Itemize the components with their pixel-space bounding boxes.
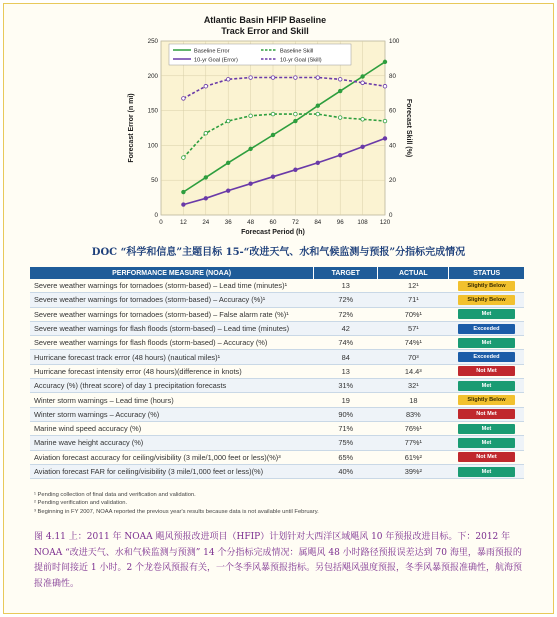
series-10-yr-goal-error-point — [204, 196, 208, 200]
target-cell: 84 — [314, 350, 378, 364]
header-status: STATUS — [449, 267, 524, 279]
status-badge: Not Met — [458, 409, 515, 419]
series-baseline-skill-point — [361, 118, 365, 122]
status-cell — [449, 293, 524, 307]
series-10-yr-goal-skill-point — [361, 81, 365, 85]
y-left-tick-label: 50 — [151, 177, 158, 185]
y-right-tick-label: 40 — [389, 142, 396, 150]
series-10-yr-goal-error-point — [383, 137, 387, 141]
series-baseline-error-point — [204, 176, 208, 180]
series-baseline-error-point — [383, 60, 387, 64]
measure-cell: Aviation forecast FAR for ceiling/visibility (3 mile/1,000 feet or less)(%) — [30, 464, 314, 478]
status-cell — [449, 421, 524, 435]
series-10-yr-goal-error-point — [361, 145, 365, 149]
measure-cell: Marine wind speed accuracy (%) — [30, 421, 314, 435]
table-header-row — [30, 267, 524, 279]
status-badge: Met — [458, 338, 515, 348]
table-row — [30, 364, 524, 378]
x-tick-label: 12 — [179, 219, 187, 226]
series-10-yr-goal-skill-point — [182, 97, 186, 101]
table-row — [30, 307, 524, 321]
series-baseline-error-point — [226, 161, 230, 165]
target-cell: 40% — [314, 464, 378, 478]
series-10-yr-goal-skill-point — [383, 84, 387, 88]
actual-cell: 76%¹ — [378, 421, 449, 435]
series-10-yr-goal-error-point — [271, 175, 275, 179]
status-cell — [449, 464, 524, 478]
measure-cell: Severe weather warnings for tornadoes (storm-based) – False alarm rate (%)¹ — [30, 307, 314, 321]
track-error-chart — [117, 10, 417, 238]
series-10-yr-goal-skill-point — [226, 77, 230, 81]
y-axis-right-label: Forecast Skill (%) — [405, 98, 412, 158]
series-10-yr-goal-skill-point — [249, 76, 253, 80]
x-axis-label: Forecast Period (h) — [241, 229, 305, 236]
series-baseline-error-point — [182, 190, 186, 194]
table-row — [30, 293, 524, 307]
target-cell: 72% — [314, 307, 378, 321]
measure-cell: Marine wave height accuracy (%) — [30, 436, 314, 450]
table-row — [30, 436, 524, 450]
series-baseline-skill-point — [316, 112, 320, 116]
y-left-tick-label: 150 — [147, 107, 158, 115]
actual-cell: 77%¹ — [378, 436, 449, 450]
series-10-yr-goal-error-point — [294, 168, 298, 172]
footnotes — [34, 491, 524, 516]
target-cell: 75% — [314, 436, 378, 450]
status-badge: Met — [458, 424, 515, 434]
target-cell: 72% — [314, 293, 378, 307]
header-actual: ACTUAL — [378, 267, 449, 279]
actual-cell: 70%¹ — [378, 307, 449, 321]
actual-cell: 70³ — [378, 350, 449, 364]
target-cell: 65% — [314, 450, 378, 464]
x-tick-label: 120 — [379, 219, 391, 226]
measure-cell: Winter storm warnings – Accuracy (%) — [30, 407, 314, 421]
status-cell — [449, 350, 524, 364]
series-10-yr-goal-error-point — [249, 182, 253, 186]
series-baseline-skill-point — [338, 116, 342, 120]
measure-cell: Severe weather warnings for tornadoes (storm-based) – Accuracy (%)¹ — [30, 293, 314, 307]
footnote-3: ³ Beginning in FY 2007, NOAA reported the previous year's results because data is not available until February. — [34, 508, 319, 515]
target-cell: 31% — [314, 379, 378, 393]
x-tick-label: 72 — [291, 219, 299, 226]
status-badge: Slightly Below — [458, 295, 515, 305]
status-badge: Not Met — [458, 452, 515, 462]
actual-cell: 71¹ — [378, 293, 449, 307]
y-right-tick-label: 0 — [389, 212, 393, 219]
target-cell: 74% — [314, 336, 378, 350]
status-cell — [449, 307, 524, 321]
x-tick-label: 108 — [357, 219, 368, 226]
legend-baseline-error-label: Baseline Error — [194, 48, 230, 55]
legend-goal-error-label: 10-yr Goal (Error) — [194, 57, 238, 64]
x-tick-label: 96 — [336, 219, 344, 226]
series-baseline-skill-point — [383, 119, 387, 123]
actual-cell: 74%¹ — [378, 336, 449, 350]
series-baseline-skill-point — [271, 112, 275, 116]
status-badge: Exceeded — [458, 352, 515, 362]
measure-cell: Severe weather warnings for flash floods (storm-based) – Accuracy (%) — [30, 336, 314, 350]
series-10-yr-goal-error-point — [226, 189, 230, 193]
series-10-yr-goal-error-point — [316, 161, 320, 165]
measure-cell: Hurricane forecast intensity error (48 hours)(difference in knots) — [30, 364, 314, 378]
legend-baseline-skill-label: Baseline Skill — [280, 48, 314, 55]
table-row — [30, 393, 524, 407]
series-baseline-skill-point — [226, 119, 230, 123]
status-cell — [449, 279, 524, 293]
performance-table — [30, 267, 524, 479]
status-cell — [449, 379, 524, 393]
series-10-yr-goal-skill-point — [271, 76, 275, 80]
target-cell: 71% — [314, 421, 378, 435]
table-row — [30, 350, 524, 364]
target-cell: 19 — [314, 393, 378, 407]
status-badge: Met — [458, 438, 515, 448]
y-left-tick-label: 0 — [154, 212, 158, 219]
y-right-tick-label: 60 — [389, 107, 396, 115]
y-axis-left-label: Forecast Error (n mi) — [128, 93, 135, 163]
status-cell — [449, 450, 524, 464]
actual-cell: 12¹ — [378, 279, 449, 293]
table-row — [30, 279, 524, 293]
status-cell — [449, 336, 524, 350]
status-cell — [449, 393, 524, 407]
series-10-yr-goal-skill-point — [294, 76, 298, 80]
status-badge: Met — [458, 381, 515, 391]
status-badge: Slightly Below — [458, 395, 515, 405]
status-badge: Slightly Below — [458, 281, 515, 291]
footnote-2: ² Pending verification and validation. — [34, 500, 128, 507]
x-tick-label: 48 — [247, 219, 255, 226]
header-target: TARGET — [314, 267, 378, 279]
y-left-tick-label: 200 — [147, 72, 158, 80]
measure-cell: Severe weather warnings for tornadoes (storm-based) – Lead time (minutes)¹ — [30, 279, 314, 293]
table-title: DOC “科学和信息”主题目标 15-“改进天气、水和气候监测与预报”分指标完成情况 — [91, 247, 466, 258]
actual-cell: 57¹ — [378, 321, 449, 335]
status-badge: Not Met — [458, 366, 515, 376]
series-10-yr-goal-error-point — [182, 203, 186, 207]
series-baseline-error-point — [294, 119, 298, 123]
series-baseline-skill-point — [182, 156, 186, 160]
actual-cell: 18 — [378, 393, 449, 407]
status-cell — [449, 407, 524, 421]
status-cell — [449, 321, 524, 335]
target-cell: 13 — [314, 364, 378, 378]
header-measure: PERFORMANCE MEASURE (NOAA) — [30, 267, 314, 279]
y-left-tick-label: 250 — [147, 38, 158, 45]
legend-goal-skill-label: 10-yr Goal (Skill) — [280, 57, 322, 64]
table-row — [30, 464, 524, 478]
series-10-yr-goal-error-point — [338, 153, 342, 157]
status-badge: Exceeded — [458, 324, 515, 334]
series-10-yr-goal-skill-point — [204, 84, 208, 88]
actual-cell: 14.4³ — [378, 364, 449, 378]
status-cell — [449, 436, 524, 450]
x-tick-label: 36 — [224, 219, 232, 226]
series-baseline-error-point — [316, 104, 320, 108]
actual-cell: 83% — [378, 407, 449, 421]
series-baseline-skill-point — [249, 114, 253, 118]
measure-cell: Accuracy (%) (threat score) of day 1 precipitation forecasts — [30, 379, 314, 393]
actual-cell: 32¹ — [378, 379, 449, 393]
measure-cell: Severe weather warnings for flash floods (storm-based) – Lead time (minutes) — [30, 321, 314, 335]
chart-title: Atlantic Basin HFIP Baseline — [203, 15, 327, 25]
measure-cell: Winter storm warnings – Lead time (hours) — [30, 393, 314, 407]
x-tick-label: 24 — [202, 219, 210, 226]
actual-cell: 61%² — [378, 450, 449, 464]
status-cell — [449, 364, 524, 378]
target-cell: 13 — [314, 279, 378, 293]
series-baseline-skill-point — [294, 112, 298, 116]
measure-cell: Hurricane forecast track error (48 hours) (nautical miles)¹ — [30, 350, 314, 364]
table-row — [30, 379, 524, 393]
y-right-tick-label: 80 — [389, 72, 396, 80]
table-row — [30, 421, 524, 435]
table-row — [30, 450, 524, 464]
chart-subtitle: Track Error and Skill — [221, 26, 309, 36]
chart-legend — [169, 44, 351, 65]
series-10-yr-goal-skill-point — [316, 76, 320, 80]
footnote-1: ¹ Pending collection of final data and verification and validation. — [34, 492, 196, 498]
series-baseline-error-point — [361, 75, 365, 79]
target-cell: 42 — [314, 321, 378, 335]
series-baseline-error-point — [249, 147, 253, 151]
series-baseline-skill-point — [204, 131, 208, 135]
target-cell: 90% — [314, 407, 378, 421]
status-badge: Met — [458, 467, 515, 477]
y-right-tick-label: 100 — [389, 38, 400, 45]
x-tick-label: 84 — [314, 219, 322, 226]
status-badge: Met — [458, 309, 515, 319]
series-baseline-error-point — [271, 133, 275, 137]
series-10-yr-goal-skill-point — [338, 77, 342, 81]
measure-cell: Aviation forecast accuracy for ceiling/visibility (3 mile/1,000 feet or less)(%)³ — [30, 450, 314, 464]
table-row — [30, 336, 524, 350]
figure-caption: 图 4.11 上：2011 年 NOAA 飓风预报改进项目（HFIP）计划针对大西洋区域飓风 10 年预报改进目标。下：2012 年 NOAA “改进天气、水和气候监测与预测” 14 个分指标完成情况：属飓风 48 小时路径预报误差达到 70 海里，暴雨预报的提前时间接近 1 小时。2 个龙卷风预报有关，一个冬季风暴预报指标。另包括飓风强度预报，冬季风暴预报准确性，航海预报准确性。 — [34, 532, 523, 589]
table-body — [30, 279, 524, 479]
series-baseline-error-point — [338, 89, 342, 93]
y-right-tick-label: 20 — [389, 177, 396, 185]
x-tick-label: 0 — [159, 219, 163, 226]
x-tick-label: 60 — [269, 219, 277, 226]
actual-cell: 39%² — [378, 464, 449, 478]
table-row — [30, 321, 524, 335]
y-left-tick-label: 100 — [147, 142, 158, 150]
table-row — [30, 407, 524, 421]
